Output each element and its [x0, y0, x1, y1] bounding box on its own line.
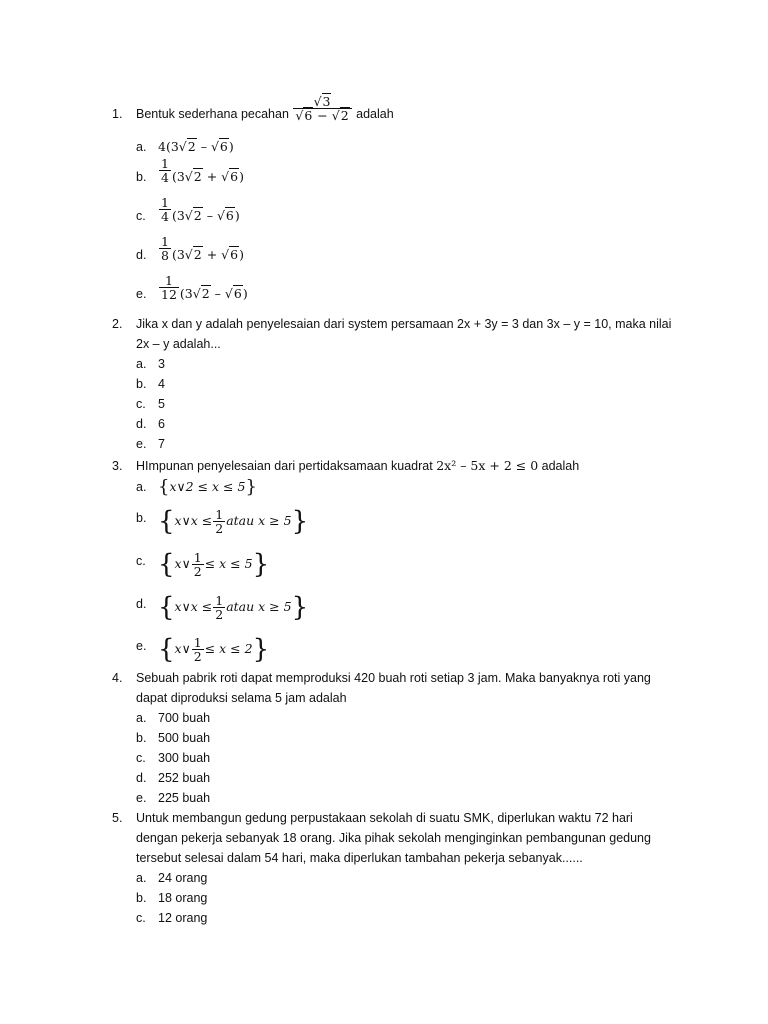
option-value: 7: [158, 437, 165, 451]
option-value: {x∨2 ≤ x ≤ 5}: [158, 476, 257, 498]
option-value: 24 orang: [158, 871, 208, 885]
option-value: 252 buah: [158, 771, 211, 785]
question-text-after: adalah: [356, 107, 394, 121]
option-label: b.: [136, 731, 147, 745]
option-value: {x∨ $\frac{1}{2}$ ≤ x ≤ 5}: [158, 549, 270, 580]
question-5: [112, 808, 672, 868]
option-value: 225 buah: [158, 791, 211, 805]
question-text: Sebuah pabrik roti dapat memproduksi 420 buah roti setiap 3 jam. Maka banyaknya roti yang dapat diproduksi selama 5 jam adalah: [136, 671, 651, 705]
option-label: e.: [136, 791, 147, 805]
option-value: 6: [158, 417, 165, 431]
option-label: b.: [136, 170, 147, 184]
option-label: c.: [136, 751, 146, 765]
option-label: e.: [136, 437, 147, 451]
question-3: [112, 456, 672, 476]
option-label: c.: [136, 397, 146, 411]
option-value: {x∨x ≤ $\frac{1}{2}$ atau x ≥ 5}: [158, 506, 309, 537]
question-text: [136, 456, 672, 476]
question-text: [136, 94, 672, 124]
option-value: 4(3√2 – √6): [158, 139, 234, 154]
option-value: $\frac{1}{8}$ (3√2 + √6): [161, 234, 244, 263]
option-value: 3: [158, 357, 165, 371]
option-label: b.: [136, 511, 147, 525]
option-value: 700 buah: [158, 711, 211, 725]
question-2: [112, 314, 672, 354]
question-number: 2.: [112, 317, 123, 331]
question-text-before: HImpunan penyelesaian dari pertidaksamaan kuadrat: [136, 459, 433, 473]
option-value: 5: [158, 397, 165, 411]
option-label: a.: [136, 357, 147, 371]
option-label: d.: [136, 248, 147, 262]
option-label: e.: [136, 287, 147, 301]
option-value: 500 buah: [158, 731, 211, 745]
option-label: d.: [136, 417, 147, 431]
question-text-before: Bentuk sederhana pecahan: [136, 107, 289, 121]
option-label: a.: [136, 871, 147, 885]
option-label: c.: [136, 209, 146, 223]
option-value: {x∨ $\frac{1}{2}$ ≤ x ≤ 2}: [158, 634, 270, 665]
option-value: $\frac{1}{12}$ (3√2 – √6): [161, 273, 248, 302]
option-label: d.: [136, 597, 147, 611]
question-number: 3.: [112, 459, 123, 473]
question-text: Untuk membangun gedung perpustakaan sekolah di suatu SMK, diperlukan waktu 72 hari dengan pekerja sebanyak 18 orang. Jika pihak sekolah menginginkan pembangunan gedung tersebut selesai dalam 54 hari, maka diperlukan tambahan pekerja sebanyak......: [136, 811, 651, 865]
option-value: $\frac{1}{4}$ (3√2 – √6): [161, 195, 240, 224]
option-label: a.: [136, 140, 147, 154]
question-number: 4.: [112, 671, 123, 685]
option-label: a.: [136, 480, 147, 494]
option-value: 12 orang: [158, 911, 208, 925]
question-4: [112, 668, 672, 708]
option-label: b.: [136, 377, 147, 391]
question-text: Jika x dan y adalah penyelesaian dari system persamaan 2x + 3y = 3 dan 3x – y = 10, maka nilai 2x – y adalah...: [136, 317, 672, 351]
option-value: {x∨x ≤ $\frac{1}{2}$ atau x ≥ 5}: [158, 592, 309, 623]
option-label: c.: [136, 554, 146, 568]
option-value: 300 buah: [158, 751, 211, 765]
question-number: 5.: [112, 811, 123, 825]
option-label: c.: [136, 911, 146, 925]
question-fraction: $\frac{√3}{√6 - √2}$: [293, 95, 351, 122]
option-value: $\frac{1}{4}$ (3√2 + √6): [161, 156, 244, 185]
question-1: [112, 94, 672, 128]
question-text-after: adalah: [541, 459, 580, 473]
option-value: 4: [158, 377, 165, 391]
option-label: b.: [136, 891, 147, 905]
option-value: 18 orang: [158, 891, 208, 905]
inequality: 2x² – 5x + 2 ≤ 0: [436, 458, 539, 473]
option-label: e.: [136, 639, 147, 653]
question-number: 1.: [112, 107, 123, 121]
option-label: d.: [136, 771, 147, 785]
option-label: a.: [136, 711, 147, 725]
